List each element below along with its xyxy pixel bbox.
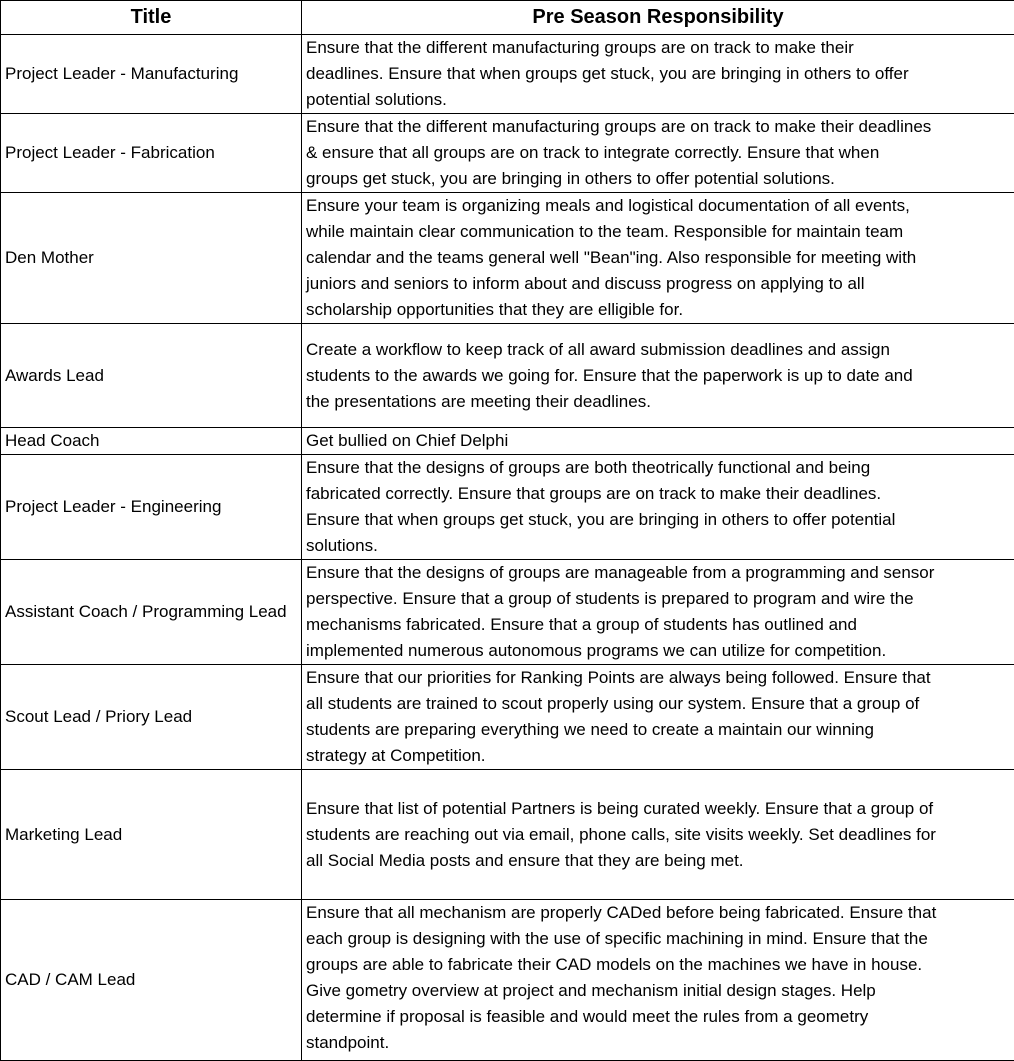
- table-row: [1, 900, 1014, 1061]
- title-cell[interactable]: Den Mother: [1, 193, 302, 324]
- responsibility-line: Create a workflow to keep track of all award submission deadlines and assign: [306, 337, 1014, 363]
- responsibility-line: implemented numerous autonomous programs we can utilize for competition.: [306, 638, 1014, 664]
- responsibility-line: Ensure that our priorities for Ranking Points are always being followed. Ensure that: [306, 665, 1014, 691]
- responsibility-line: fabricated correctly. Ensure that groups are on track to make their deadlines.: [306, 481, 1014, 507]
- responsibility-line: Ensure that the designs of groups are manageable from a programming and sensor: [306, 560, 1014, 586]
- title-cell[interactable]: CAD / CAM Lead: [1, 900, 302, 1061]
- responsibility-line: deadlines. Ensure that when groups get stuck, you are bringing in others to offer: [306, 61, 1014, 87]
- table-row: [1, 193, 1014, 324]
- table-row: [1, 455, 1014, 560]
- responsibility-cell[interactable]: [302, 455, 1014, 560]
- title-cell[interactable]: Scout Lead / Priory Lead: [1, 665, 302, 770]
- responsibility-line: juniors and seniors to inform about and discuss progress on applying to all: [306, 271, 1014, 297]
- title-cell[interactable]: Head Coach: [1, 428, 302, 455]
- responsibility-line: solutions.: [306, 533, 1014, 559]
- title-cell[interactable]: Marketing Lead: [1, 770, 302, 900]
- responsibility-line: groups are able to fabricate their CAD models on the machines we have in house.: [306, 952, 1014, 978]
- responsibility-line: all students are trained to scout properly using our system. Ensure that a group of: [306, 691, 1014, 717]
- responsibility-line: groups get stuck, you are bringing in others to offer potential solutions.: [306, 166, 1014, 192]
- responsibility-line: Ensure that the different manufacturing groups are on track to make their deadlines: [306, 114, 1014, 140]
- title-column-header[interactable]: Title: [1, 1, 302, 35]
- responsibility-line: students to the awards we going for. Ensure that the paperwork is up to date and: [306, 363, 1014, 389]
- table-row: [1, 324, 1014, 428]
- responsibility-line: the presentations are meeting their deadlines.: [306, 389, 1014, 415]
- title-cell[interactable]: Project Leader - Engineering: [1, 455, 302, 560]
- responsibility-line: students are preparing everything we need to create a maintain our winning: [306, 717, 1014, 743]
- title-cell[interactable]: Project Leader - Manufacturing: [1, 35, 302, 114]
- responsibility-line: Ensure that the designs of groups are both theotrically functional and being: [306, 455, 1014, 481]
- responsibility-cell[interactable]: [302, 770, 1014, 900]
- responsibility-line: scholarship opportunities that they are elligible for.: [306, 297, 1014, 323]
- responsibility-line: potential solutions.: [306, 87, 1014, 113]
- responsibility-line: Give gometry overview at project and mechanism initial design stages. Help: [306, 978, 1014, 1004]
- responsibility-line: Ensure your team is organizing meals and logistical documentation of all events,: [306, 193, 1014, 219]
- table-row: [1, 770, 1014, 900]
- responsibility-line: Get bullied on Chief Delphi: [306, 428, 1014, 454]
- table-row: [1, 35, 1014, 114]
- responsibility-line: students are reaching out via email, phone calls, site visits weekly. Set deadlines for: [306, 822, 1014, 848]
- responsibility-line: calendar and the teams general well "Bean"ing. Also responsible for meeting with: [306, 245, 1014, 271]
- title-cell[interactable]: Assistant Coach / Programming Lead: [1, 560, 302, 665]
- table-row: [1, 665, 1014, 770]
- table-row: [1, 428, 1014, 455]
- title-cell[interactable]: Project Leader - Fabrication: [1, 114, 302, 193]
- responsibility-cell[interactable]: [302, 900, 1014, 1061]
- title-cell[interactable]: Awards Lead: [1, 324, 302, 428]
- responsibility-line: determine if proposal is feasible and would meet the rules from a geometry: [306, 1004, 1014, 1030]
- table-row: [1, 114, 1014, 193]
- responsibility-line: Ensure that the different manufacturing groups are on track to make their: [306, 35, 1014, 61]
- responsibility-cell[interactable]: [302, 35, 1014, 114]
- responsibility-column-header[interactable]: Pre Season Responsibility: [302, 1, 1014, 35]
- table-row: [1, 560, 1014, 665]
- responsibility-cell[interactable]: [302, 560, 1014, 665]
- responsibility-cell[interactable]: [302, 114, 1014, 193]
- header-row: [1, 1, 1014, 35]
- responsibility-line: all Social Media posts and ensure that they are being met.: [306, 848, 1014, 874]
- responsibility-line: perspective. Ensure that a group of students is prepared to program and wire the: [306, 586, 1014, 612]
- responsibility-line: each group is designing with the use of specific machining in mind. Ensure that the: [306, 926, 1014, 952]
- responsibility-line: Ensure that all mechanism are properly CADed before being fabricated. Ensure that: [306, 900, 1014, 926]
- responsibility-cell[interactable]: [302, 665, 1014, 770]
- responsibility-line: Ensure that list of potential Partners is being curated weekly. Ensure that a group of: [306, 796, 1014, 822]
- responsibility-cell[interactable]: [302, 324, 1014, 428]
- responsibility-line: Ensure that when groups get stuck, you are bringing in others to offer potential: [306, 507, 1014, 533]
- responsibility-line: & ensure that all groups are on track to integrate correctly. Ensure that when: [306, 140, 1014, 166]
- responsibility-line: while maintain clear communication to the team. Responsible for maintain team: [306, 219, 1014, 245]
- responsibility-cell[interactable]: [302, 193, 1014, 324]
- responsibility-line: mechanisms fabricated. Ensure that a group of students has outlined and: [306, 612, 1014, 638]
- responsibility-line: strategy at Competition.: [306, 743, 1014, 769]
- responsibility-line: standpoint.: [306, 1030, 1014, 1056]
- responsibility-cell[interactable]: [302, 428, 1014, 455]
